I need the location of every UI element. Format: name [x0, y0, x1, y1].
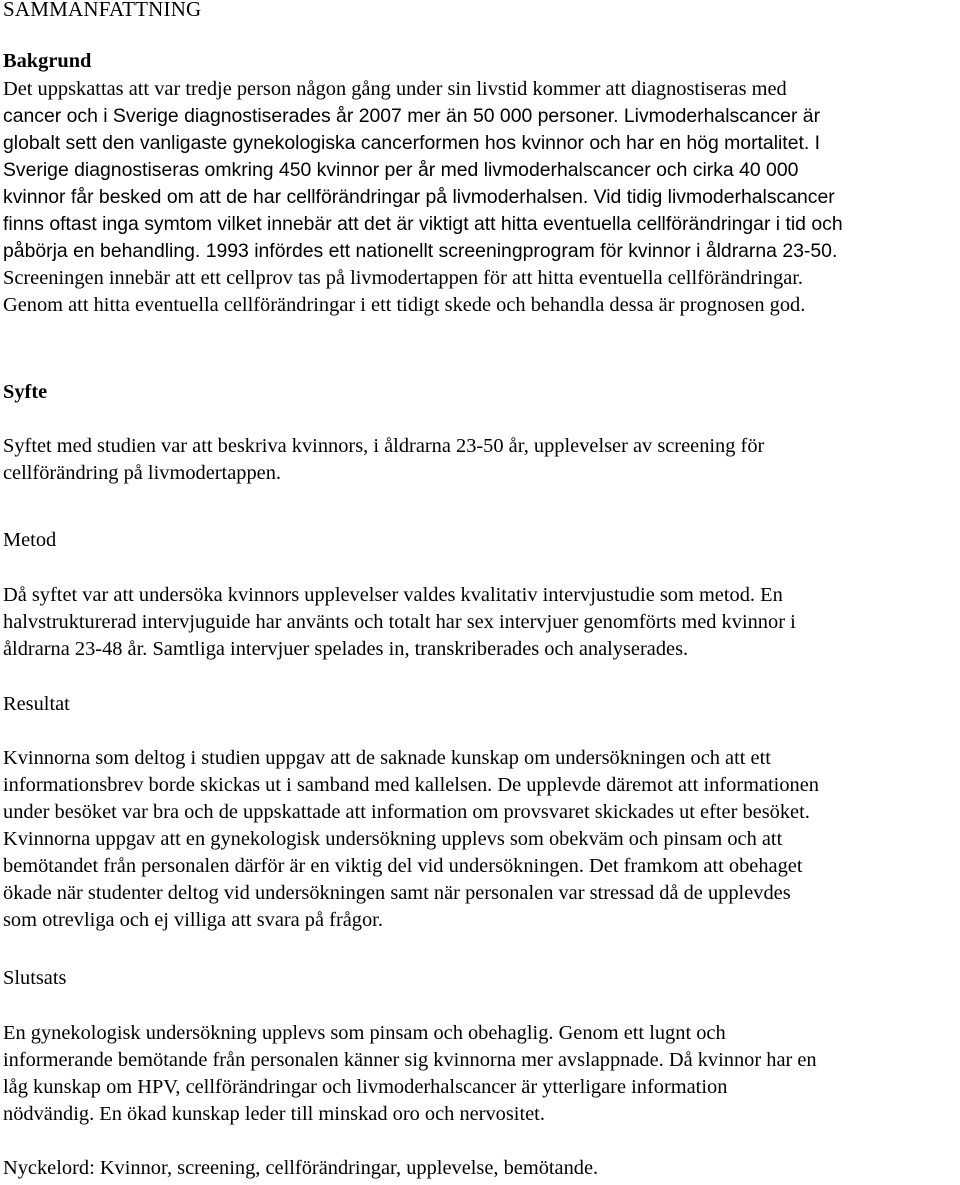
paragraph-line: Det uppskattas att var tredje person någon gång under sin livstid kommer att diagnostiseras med [3, 78, 787, 100]
paragraph-line: Kvinnorna som deltog i studien uppgav att de saknade kunskap om undersökningen och att ett [3, 747, 771, 769]
paragraph-line: under besöket var bra och de uppskattade att information om provsvaret skickades ut efter besöket. [3, 801, 810, 823]
section-body-resultat [3, 745, 958, 934]
paragraph-line: informationsbrev borde skickas ut i samband med kallelsen. De upplevde däremot att informationen [3, 774, 819, 796]
section-body-slutsats [3, 1020, 958, 1128]
keywords-line [3, 1155, 958, 1182]
paragraph-line: nödvändig. En ökad kunskap leder till minskad oro och nervositet. [3, 1103, 545, 1125]
paragraph-line: En gynekologisk undersökning upplevs som pinsam och obehaglig. Genom ett lugnt och [3, 1022, 726, 1044]
paragraph-line: cancer och i Sverige diagnostiserades år 2007 mer än 50 000 personer. Livmoderhalscancer är [3, 105, 821, 127]
paragraph-line: cellförändring på livmodertappen. [3, 462, 282, 484]
paragraph-line: globalt sett den vanligaste gynekologiska cancerformen hos kvinnor och har en hög mortalitet. I [3, 132, 821, 154]
paragraph-line: kvinnor får besked om att de har cellförändringar på livmoderhalsen. Vid tidig livmoderhalscancer [3, 186, 835, 208]
paragraph-line: informerande bemötande från personalen känner sig kvinnorna mer avslappnade. Då kvinnor har en [3, 1049, 817, 1071]
paragraph-line: som otrevliga och ej villiga att svara på frågor. [3, 909, 383, 931]
paragraph-line: Då syftet var att undersöka kvinnors upplevelser valdes kvalitativ intervjustudie som metod. En [3, 584, 783, 606]
paragraph-line: Sverige diagnostiseras omkring 450 kvinnor per år med livmoderhalscancer och cirka 40 000 [3, 159, 799, 181]
section-heading-bakgrund: Bakgrund [3, 50, 92, 72]
paragraph-line: åldrarna 23-48 år. Samtliga intervjuer spelades in, transkriberades och analyserades. [3, 638, 689, 660]
paragraph-line: finns oftast inga symtom vilket innebär att det är viktigt att hitta eventuella cellförändringar i tid och [3, 213, 843, 235]
keywords-text: Nyckelord: Kvinnor, screening, cellförändringar, upplevelse, bemötande. [3, 1157, 599, 1179]
document-page [3, 0, 958, 1179]
paragraph-line: Kvinnorna uppgav att en gynekologisk undersökning upplevs som obekväm och pinsam och att [3, 828, 783, 850]
section-heading-slutsats: Slutsats [3, 967, 67, 989]
paragraph-line: låg kunskap om HPV, cellförändringar och livmoderhalscancer är ytterligare information [3, 1076, 728, 1098]
paragraph-line: ökade när studenter deltog vid undersökningen samt när personalen var stressad då de upplevdes [3, 882, 791, 904]
section-heading-metod: Metod [3, 529, 57, 551]
document-title: SAMMANFATTNING [3, 0, 202, 21]
section-body-metod [3, 582, 958, 663]
paragraph-line: Screeningen innebär att ett cellprov tas på livmodertappen för att hitta eventuella cellförändringar. [3, 267, 804, 289]
section-heading-syfte: Syfte [3, 381, 48, 403]
paragraph-line: Genom att hitta eventuella cellförändringar i ett tidigt skede och behandla dessa är prognosen god. [3, 294, 806, 316]
paragraph-line: Syftet med studien var att beskriva kvinnors, i åldrarna 23-50 år, upplevelser av screening för [3, 435, 765, 457]
section-body-bakgrund [3, 76, 958, 319]
paragraph-line: påbörja en behandling. 1993 infördes ett nationellt screeningprogram för kvinnor i åldrarna 23-50. [3, 240, 838, 262]
section-body-syfte [3, 433, 958, 487]
paragraph-line: bemötandet från personalen därför är en viktig del vid undersökningen. Det framkom att obehaget [3, 855, 803, 877]
paragraph-line: halvstrukturerad intervjuguide har använts och totalt har sex intervjuer genomförts med kvinnor i [3, 611, 796, 633]
section-heading-resultat: Resultat [3, 693, 70, 715]
